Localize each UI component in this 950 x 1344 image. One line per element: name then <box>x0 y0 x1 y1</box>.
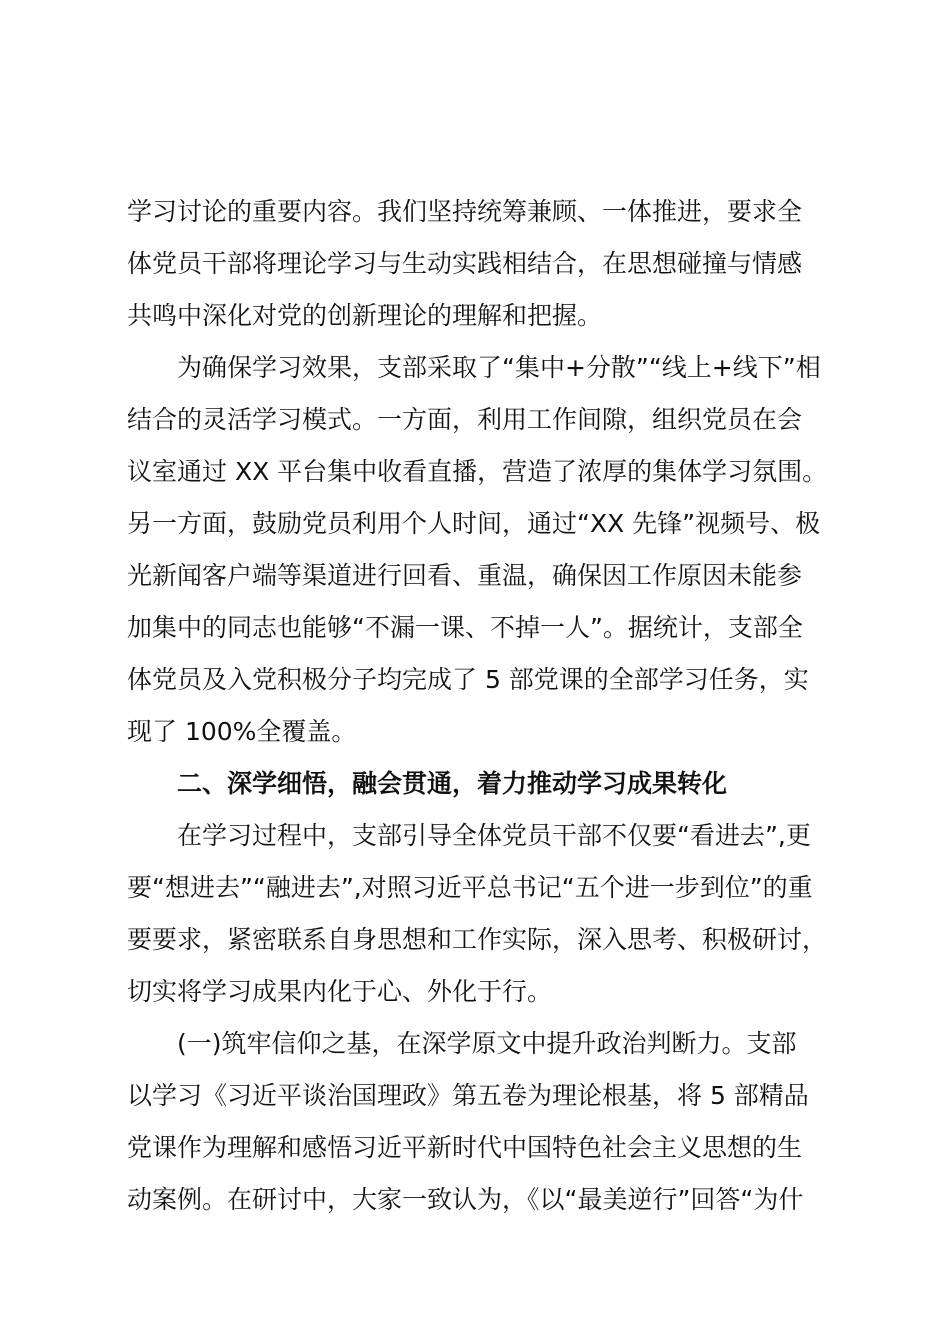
text-line: 学习讨论的重要内容。我们坚持统筹兼顾、一体推进，要求全 <box>127 197 803 226</box>
text-line: (一)筑牢信仰之基，在深学原文中提升政治判断力。支部 <box>177 1029 797 1058</box>
text-line: 结合的灵活学习模式。一方面，利用工作间隙，组织党员在会 <box>127 405 803 434</box>
paragraph-subsection-one <box>127 1018 827 1226</box>
text-line: 光新闻客户端等渠道进行回看、重温，确保因工作原因未能参 <box>127 561 803 590</box>
text-line: 要要求，紧密联系自身思想和工作实际，深入思考、积极研讨， <box>127 925 828 954</box>
paragraph-study-mode <box>127 342 827 758</box>
text-line: 共鸣中深化对党的创新理论的理解和把握。 <box>127 301 603 330</box>
text-line: 加集中的同志也能够“不漏一课、不掉一人”。据统计，支部全 <box>127 613 803 642</box>
paragraph-continuation <box>127 186 827 342</box>
text-line: 议室通过 XX 平台集中收看直播，营造了浓厚的集体学习氛围。 <box>127 457 828 486</box>
text-line: 在学习过程中，支部引导全体党员干部不仅要“看进去”,更 <box>177 821 811 850</box>
section-heading: 二、深学细悟，融会贯通，着力推动学习成果转化 <box>177 769 728 798</box>
text-line: 现了 100%全覆盖。 <box>127 717 357 746</box>
document-body <box>127 186 827 1226</box>
paragraph-study-process <box>127 810 827 1018</box>
text-line: 动案例。在研讨中，大家一致认为，《以“最美逆行”回答“为什 <box>127 1185 804 1214</box>
text-line: 为确保学习效果，支部采取了“集中+分散”“线上+线下”相 <box>177 353 821 382</box>
text-line: 要“想进去”“融进去”,对照习近平总书记“五个进一步到位”的重 <box>127 873 813 902</box>
text-line: 体党员干部将理论学习与生动实践相结合，在思想碰撞与情感 <box>127 249 803 278</box>
text-line: 另一方面，鼓励党员利用个人时间，通过“XX 先锋”视频号、极 <box>127 509 821 538</box>
text-line: 党课作为理解和感悟习近平新时代中国特色社会主义思想的生 <box>127 1133 803 1162</box>
text-line: 以学习《习近平谈治国理政》第五卷为理论根基，将 5 部精品 <box>127 1081 809 1110</box>
text-line: 体党员及入党积极分子均完成了 5 部党课的全部学习任务，实 <box>127 665 809 694</box>
text-line: 切实将学习成果内化于心、外化于行。 <box>127 977 553 1006</box>
